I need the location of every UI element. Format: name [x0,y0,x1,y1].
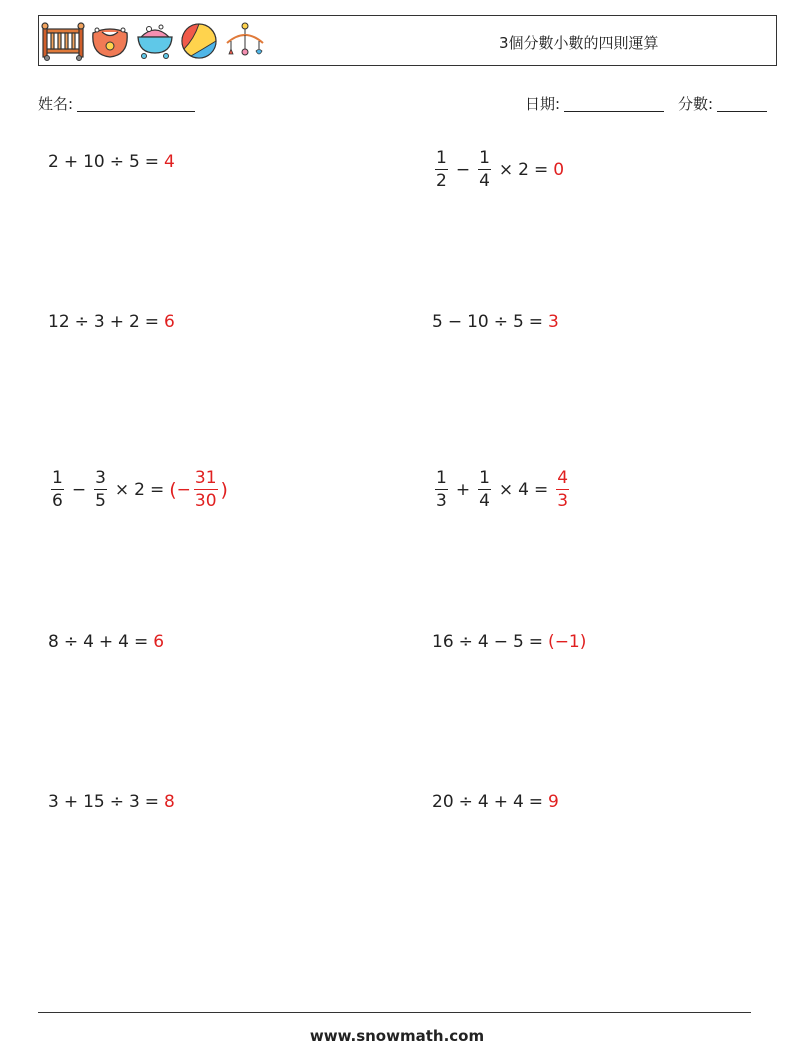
equals-sign: = [133,632,149,652]
operand: 4 [118,632,129,652]
baby-bib-icon [89,21,131,61]
answer-fraction: $\frac{4}{3}$ [557,468,569,511]
operand: 16 [432,632,454,652]
operator: + [109,312,124,332]
answer: 4 [164,152,175,172]
operator: − [493,632,508,652]
operator: ÷ [74,312,89,332]
operand: 20 [432,792,454,812]
operand: 2 [128,312,140,332]
problem-3 [48,297,175,347]
operator: × [114,480,130,500]
operand: 10 [83,152,105,172]
equals-sign: = [149,480,165,500]
operator: ÷ [109,152,124,172]
answer-fraction: $\frac{31}{30}$ [194,468,217,511]
answer: 3 [548,312,559,332]
problem-1 [48,137,175,187]
operator: ÷ [493,312,508,332]
operator: × [498,480,514,500]
score-label: 分數: [678,95,714,113]
answer: ( −1 ) [548,632,587,652]
operand: 3 [93,312,105,332]
crib-icon [41,21,85,61]
answer: 9 [548,792,559,812]
problem-9 [48,777,175,827]
date-blank[interactable] [564,96,664,112]
operator: × [498,160,514,180]
name-label: 姓名: [38,95,74,113]
equals-sign: = [533,480,549,500]
operator: + [63,792,79,812]
operator: ÷ [109,792,124,812]
operand: 5 [512,632,524,652]
name-blank[interactable] [77,96,195,112]
operator: ÷ [458,632,473,652]
operand: 2 [134,480,145,500]
operand: 5 [128,152,140,172]
operand: 3 [128,792,140,812]
worksheet-title: 3個分數小數的四則運算 [499,34,659,52]
operand: 8 [48,632,59,652]
fraction: $\frac{3}{5}$ [95,468,106,511]
problem-6 [432,465,572,515]
name-field [38,93,195,114]
operator: + [455,480,471,500]
operand: 2 [518,160,529,180]
problem-7 [48,617,164,667]
answer: ( − $\frac{31}{30}$ ) [169,468,228,511]
operand: 5 [512,312,524,332]
answer: 6 [153,632,165,652]
baby-mobile-icon [223,21,267,61]
operator: − [447,312,463,332]
answer [553,470,572,510]
operator: ÷ [63,632,79,652]
operand: 5 [432,312,443,332]
fraction: $\frac{1}{4}$ [479,468,490,511]
equals-sign: = [528,632,544,652]
operand: 2 [48,152,59,172]
operand: 10 [467,312,489,332]
equals-sign: = [528,312,544,332]
fraction: $\frac{1}{2}$ [436,148,447,191]
operator: + [63,152,79,172]
fraction: $\frac{1}{3}$ [436,468,447,511]
footer-divider [38,1012,751,1013]
operand: 4 [83,632,94,652]
score-field [678,93,767,114]
operand: 15 [83,792,105,812]
fraction: $\frac{1}{6}$ [52,468,63,511]
operator: + [493,792,508,812]
operand: 4 [518,480,529,500]
equals-sign: = [144,792,160,812]
date-label: 日期: [525,95,561,113]
answer: 8 [164,792,175,812]
equals-sign: = [528,792,544,812]
problem-8 [432,617,586,667]
header-box [38,15,777,66]
footer-url[interactable]: www.snowmath.com [309,1027,485,1045]
operator: − [71,480,87,500]
operand: 4 [512,792,524,812]
answer: 6 [164,312,175,332]
equals-sign: = [144,312,160,332]
operand: 4 [477,792,489,812]
date-field [525,93,664,114]
problem-2 [432,145,564,195]
score-blank[interactable] [717,96,767,112]
problem-5 [48,465,228,515]
equals-sign: = [533,160,549,180]
fraction: $\frac{1}{4}$ [479,148,490,191]
beach-ball-icon [179,21,219,61]
problem-4 [432,297,559,347]
operator: + [98,632,114,652]
operand: 12 [48,312,70,332]
problem-10 [432,777,559,827]
operand: 3 [48,792,59,812]
equals-sign: = [144,152,160,172]
operand: 4 [477,632,489,652]
operator: ÷ [458,792,473,812]
answer: 0 [553,160,565,180]
header-icons [41,20,267,62]
baby-bath-icon [135,21,175,61]
operator: − [455,160,471,180]
